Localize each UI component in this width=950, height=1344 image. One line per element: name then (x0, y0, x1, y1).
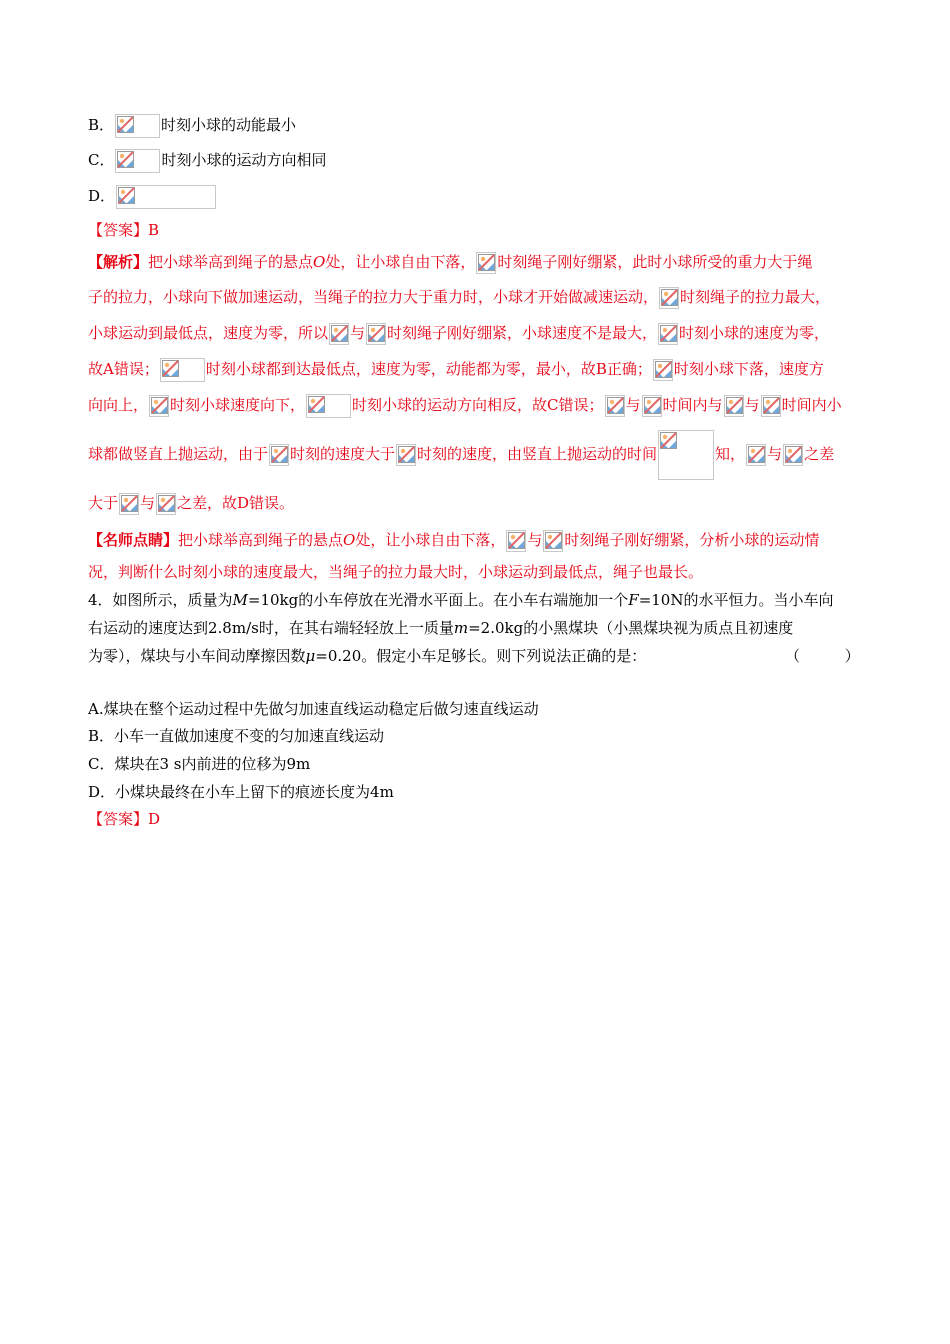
question-4-line-2: 右运动的速度达到2.8m/s时，在其右端轻轻放上一质量m=2.0kg的小黑煤块（小黑煤块视为质点且初速度 (88, 619, 794, 637)
formula-image-icon (115, 149, 160, 173)
question-4-option-b: B．小车一直做加速度不变的匀加速直线运动 (88, 727, 385, 745)
formula-image-icon (783, 444, 803, 466)
formula-image-icon (119, 493, 139, 515)
analysis-line-4: 故A错误； 时刻小球都到达最低点，速度为零，动能都为零，最小，故B正确； 时刻小球下落，速度方 (88, 358, 824, 382)
formula-image-icon (658, 430, 714, 480)
question-4-line-3: 为零），煤块与小车间动摩擦因数μ=0.20。假定小车足够长。则下列说法正确的是： (88, 647, 647, 665)
formula-image-icon (761, 395, 781, 417)
formula-image-icon (156, 493, 176, 515)
formula-image-icon (160, 358, 205, 382)
formula-image-icon (476, 252, 496, 274)
formula-image-icon (329, 323, 349, 345)
question-4-line-1: 4．如图所示，质量为M=10kg的小车停放在光滑水平面上。在小车右端施加一个F=10N的水平恒力。当小车向 (88, 591, 834, 609)
formula-image-icon (269, 444, 289, 466)
option-b-prev: B． 时刻小球的动能最小 (88, 114, 296, 138)
formula-image-icon (306, 394, 351, 418)
formula-image-icon (543, 530, 563, 552)
formula-image-icon (659, 287, 679, 309)
formula-image-icon (724, 395, 744, 417)
analysis-line-1: 【解析】把小球举高到绳子的悬点O处，让小球自由下落， 时刻绳子刚好绷紧，此时小球所受的重力大于绳 (88, 251, 812, 274)
analysis-line-6: 球都做竖直上抛运动，由于 时刻的速度大于 时刻的速度，由竖直上抛运动的时间 知， 与 之差 (88, 429, 834, 480)
formula-image-icon (746, 444, 766, 466)
analysis-line-3: 小球运动到最低点，速度为零，所以 与 时刻绳子刚好绷紧，小球速度不是最大， 时刻小球的速度为零， (88, 322, 829, 345)
analysis-line-5: 向向上， 时刻小球速度向下， 时刻小球的运动方向相反，故C错误； 与 时间内与 与 时间内小 (88, 394, 842, 418)
analysis-line-2: 子的拉力，小球向下做加速运动，当绳子的拉力大于重力时，小球才开始做减速运动， 时刻绳子的拉力最大， (88, 286, 830, 309)
formula-image-icon (396, 444, 416, 466)
option-d-prev: D． (88, 185, 217, 209)
question-4-option-d: D．小煤块最终在小车上留下的痕迹长度为4m (88, 783, 394, 801)
option-c-prev: C． 时刻小球的运动方向相同 (88, 149, 327, 173)
formula-image-icon (116, 185, 216, 209)
question-4-option-c: C．煤块在3 s内前进的位移为9m (88, 755, 311, 773)
answer-paren: （ ） (785, 647, 880, 665)
formula-image-icon (366, 323, 386, 345)
formula-image-icon (658, 323, 678, 345)
formula-image-icon (653, 359, 673, 381)
analysis-line-7: 大于 与 之差，故D错误。 (88, 492, 294, 515)
answer-4: 【答案】D (88, 810, 161, 828)
formula-image-icon (642, 395, 662, 417)
question-4-option-a: A.煤块在整个运动过程中先做匀加速直线运动稳定后做匀速直线运动 (88, 700, 539, 718)
formula-image-icon (506, 530, 526, 552)
tips-line-1: 【名师点睛】把小球举高到绳子的悬点O处，让小球自由下落， 与 时刻绳子刚好绷紧，分析小球的运动情 (88, 529, 819, 552)
formula-image-icon (149, 395, 169, 417)
formula-image-icon (115, 114, 160, 138)
answer-3: 【答案】B (88, 221, 160, 239)
formula-image-icon (605, 395, 625, 417)
tips-line-2: 况，判断什么时刻小球的速度最大，当绳子的拉力最大时，小球运动到最低点，绳子也最长。 (88, 563, 704, 581)
